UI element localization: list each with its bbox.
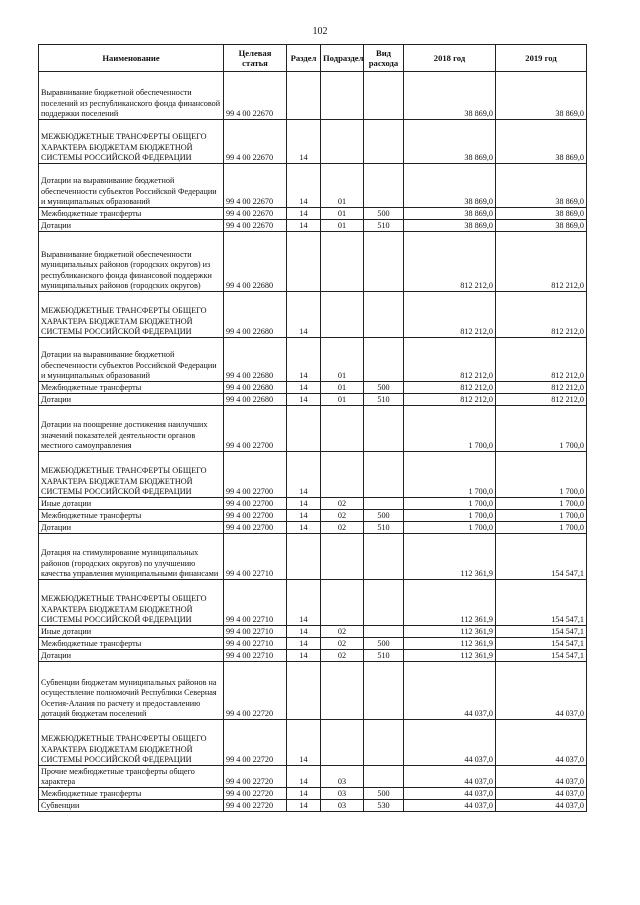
row-code: 99 4 00 22710 [224, 626, 287, 638]
row-value-2018: 1 700,0 [404, 510, 496, 522]
table-row [39, 164, 587, 208]
row-name: Дотации [39, 522, 224, 534]
row-subsection: 03 [321, 766, 364, 788]
row-value-2019: 1 700,0 [496, 406, 587, 452]
row-expense-type [364, 164, 404, 208]
row-expense-type: 500 [364, 382, 404, 394]
row-subsection [321, 292, 364, 338]
row-value-2018: 44 037,0 [404, 788, 496, 800]
row-name: МЕЖБЮДЖЕТНЫЕ ТРАНСФЕРТЫ ОБЩЕГО ХАРАКТЕРА БЮДЖЕТАМ БЮДЖЕТНОЙ СИСТЕМЫ РОССИЙСКОЙ ФЕДЕРАЦИИ [39, 720, 224, 766]
table-row [39, 120, 587, 164]
row-section: 14 [287, 788, 321, 800]
row-value-2019: 1 700,0 [496, 452, 587, 498]
row-subsection [321, 580, 364, 626]
row-code: 99 4 00 22670 [224, 72, 287, 120]
row-section: 14 [287, 626, 321, 638]
row-section: 14 [287, 522, 321, 534]
row-subsection [321, 232, 364, 292]
row-section: 14 [287, 580, 321, 626]
row-subsection: 02 [321, 650, 364, 662]
row-value-2019: 38 869,0 [496, 220, 587, 232]
row-expense-type: 500 [364, 638, 404, 650]
row-value-2019: 154 547,1 [496, 638, 587, 650]
row-value-2018: 44 037,0 [404, 800, 496, 812]
row-section [287, 232, 321, 292]
row-value-2019: 44 037,0 [496, 800, 587, 812]
table-row [39, 800, 587, 812]
row-name: Дотации на выравнивание бюджетной обеспеченности субъектов Российской Федерации и муниципальных образований [39, 338, 224, 382]
row-expense-type [364, 120, 404, 164]
page-number: 102 [312, 26, 328, 37]
row-subsection [321, 534, 364, 580]
row-subsection [321, 406, 364, 452]
row-expense-type: 510 [364, 220, 404, 232]
row-expense-type [364, 720, 404, 766]
row-value-2018: 112 361,9 [404, 650, 496, 662]
row-value-2018: 38 869,0 [404, 164, 496, 208]
row-subsection: 02 [321, 498, 364, 510]
row-section: 14 [287, 650, 321, 662]
row-section: 14 [287, 394, 321, 406]
row-value-2019: 1 700,0 [496, 510, 587, 522]
row-name: Межбюджетные трансферты [39, 382, 224, 394]
row-name: МЕЖБЮДЖЕТНЫЕ ТРАНСФЕРТЫ ОБЩЕГО ХАРАКТЕРА БЮДЖЕТАМ БЮДЖЕТНОЙ СИСТЕМЫ РОССИЙСКОЙ ФЕДЕРАЦИИ [39, 452, 224, 498]
table-row [39, 72, 587, 120]
row-value-2018: 38 869,0 [404, 72, 496, 120]
row-value-2019: 154 547,1 [496, 650, 587, 662]
row-value-2018: 44 037,0 [404, 766, 496, 788]
row-name: Межбюджетные трансферты [39, 638, 224, 650]
row-section [287, 72, 321, 120]
row-value-2018: 812 212,0 [404, 382, 496, 394]
row-value-2019: 812 212,0 [496, 232, 587, 292]
row-expense-type [364, 626, 404, 638]
row-code: 99 4 00 22720 [224, 766, 287, 788]
row-value-2019: 44 037,0 [496, 766, 587, 788]
row-expense-type [364, 498, 404, 510]
row-value-2018: 112 361,9 [404, 580, 496, 626]
row-code: 99 4 00 22720 [224, 788, 287, 800]
row-value-2018: 812 212,0 [404, 394, 496, 406]
row-section: 14 [287, 720, 321, 766]
row-name: МЕЖБЮДЖЕТНЫЕ ТРАНСФЕРТЫ ОБЩЕГО ХАРАКТЕРА БЮДЖЕТАМ БЮДЖЕТНОЙ СИСТЕМЫ РОССИЙСКОЙ ФЕДЕРАЦИИ [39, 580, 224, 626]
row-expense-type [364, 406, 404, 452]
row-value-2018: 1 700,0 [404, 522, 496, 534]
row-code: 99 4 00 22670 [224, 208, 287, 220]
row-section: 14 [287, 338, 321, 382]
row-code: 99 4 00 22710 [224, 638, 287, 650]
row-value-2019: 812 212,0 [496, 338, 587, 382]
row-code: 99 4 00 22680 [224, 394, 287, 406]
row-code: 99 4 00 22700 [224, 452, 287, 498]
row-name: Субвенции [39, 800, 224, 812]
row-section: 14 [287, 498, 321, 510]
row-name: МЕЖБЮДЖЕТНЫЕ ТРАНСФЕРТЫ ОБЩЕГО ХАРАКТЕРА БЮДЖЕТАМ БЮДЖЕТНОЙ СИСТЕМЫ РОССИЙСКОЙ ФЕДЕРАЦИИ [39, 120, 224, 164]
row-value-2019: 812 212,0 [496, 382, 587, 394]
row-name: Дотации [39, 394, 224, 406]
row-subsection [321, 720, 364, 766]
row-subsection: 02 [321, 638, 364, 650]
row-expense-type: 510 [364, 522, 404, 534]
row-expense-type [364, 338, 404, 382]
row-subsection [321, 120, 364, 164]
table-row [39, 638, 587, 650]
row-name: МЕЖБЮДЖЕТНЫЕ ТРАНСФЕРТЫ ОБЩЕГО ХАРАКТЕРА БЮДЖЕТАМ БЮДЖЕТНОЙ СИСТЕМЫ РОССИЙСКОЙ ФЕДЕРАЦИИ [39, 292, 224, 338]
row-section [287, 406, 321, 452]
row-value-2018: 812 212,0 [404, 292, 496, 338]
row-subsection: 01 [321, 208, 364, 220]
table-row [39, 292, 587, 338]
row-section: 14 [287, 766, 321, 788]
row-subsection: 03 [321, 800, 364, 812]
row-value-2018: 112 361,9 [404, 638, 496, 650]
table-row [39, 626, 587, 638]
row-value-2018: 112 361,9 [404, 626, 496, 638]
table-row [39, 208, 587, 220]
header-expense-type: Вид расхода [364, 45, 404, 72]
table-row [39, 232, 587, 292]
row-value-2019: 1 700,0 [496, 498, 587, 510]
row-subsection: 01 [321, 164, 364, 208]
row-value-2019: 38 869,0 [496, 164, 587, 208]
row-name: Иные дотации [39, 626, 224, 638]
table-row [39, 452, 587, 498]
row-name: Прочие межбюджетные трансферты общего характера [39, 766, 224, 788]
row-section: 14 [287, 452, 321, 498]
row-section [287, 662, 321, 720]
table-row [39, 220, 587, 232]
row-code: 99 4 00 22710 [224, 650, 287, 662]
row-section: 14 [287, 800, 321, 812]
row-name: Межбюджетные трансферты [39, 788, 224, 800]
row-value-2019: 44 037,0 [496, 788, 587, 800]
table-row [39, 338, 587, 382]
row-code: 99 4 00 22670 [224, 164, 287, 208]
row-value-2018: 38 869,0 [404, 220, 496, 232]
row-expense-type [364, 534, 404, 580]
row-expense-type [364, 452, 404, 498]
table-row [39, 788, 587, 800]
table-row [39, 394, 587, 406]
row-section: 14 [287, 120, 321, 164]
row-code: 99 4 00 22700 [224, 498, 287, 510]
row-value-2018: 1 700,0 [404, 452, 496, 498]
header-code: Целевая статья [224, 45, 287, 72]
row-value-2018: 44 037,0 [404, 662, 496, 720]
row-subsection [321, 452, 364, 498]
row-code: 99 4 00 22680 [224, 338, 287, 382]
row-value-2018: 38 869,0 [404, 208, 496, 220]
row-section: 14 [287, 292, 321, 338]
row-code: 99 4 00 22700 [224, 522, 287, 534]
row-value-2019: 812 212,0 [496, 394, 587, 406]
row-value-2019: 1 700,0 [496, 522, 587, 534]
table-row [39, 662, 587, 720]
row-code: 99 4 00 22710 [224, 580, 287, 626]
row-code: 99 4 00 22680 [224, 232, 287, 292]
row-section: 14 [287, 208, 321, 220]
row-name: Выравнивание бюджетной обеспеченности поселений из республиканского фонда финансовой поддержки поселений [39, 72, 224, 120]
row-value-2019: 38 869,0 [496, 120, 587, 164]
row-subsection: 01 [321, 220, 364, 232]
row-value-2019: 38 869,0 [496, 72, 587, 120]
row-code: 99 4 00 22680 [224, 382, 287, 394]
row-subsection: 01 [321, 382, 364, 394]
row-name: Дотации на выравнивание бюджетной обеспеченности субъектов Российской Федерации и муниципальных образований [39, 164, 224, 208]
row-value-2019: 812 212,0 [496, 292, 587, 338]
row-section: 14 [287, 164, 321, 208]
row-name: Дотации на поощрение достижения наилучших значений показателей деятельности органов местного самоуправления [39, 406, 224, 452]
row-subsection: 02 [321, 522, 364, 534]
row-name: Выравнивание бюджетной обеспеченности муниципальных районов (городских округов) из республиканского фонда финансовой поддержки муниципальных районов (городских округов) [39, 232, 224, 292]
row-name: Дотации [39, 220, 224, 232]
row-expense-type: 510 [364, 650, 404, 662]
row-value-2019: 154 547,1 [496, 534, 587, 580]
table-header-row [39, 45, 587, 72]
row-value-2018: 812 212,0 [404, 232, 496, 292]
row-code: 99 4 00 22720 [224, 662, 287, 720]
row-code: 99 4 00 22670 [224, 220, 287, 232]
table-row [39, 580, 587, 626]
table-row [39, 534, 587, 580]
row-value-2018: 44 037,0 [404, 720, 496, 766]
table-row [39, 650, 587, 662]
row-section: 14 [287, 638, 321, 650]
row-section: 14 [287, 220, 321, 232]
row-subsection: 01 [321, 338, 364, 382]
row-subsection [321, 662, 364, 720]
row-expense-type: 530 [364, 800, 404, 812]
row-name: Иные дотации [39, 498, 224, 510]
header-subsection: Подраздел [321, 45, 364, 72]
row-value-2018: 1 700,0 [404, 406, 496, 452]
row-expense-type: 500 [364, 208, 404, 220]
table-row [39, 510, 587, 522]
table-row [39, 498, 587, 510]
row-expense-type [364, 662, 404, 720]
row-code: 99 4 00 22720 [224, 720, 287, 766]
row-code: 99 4 00 22670 [224, 120, 287, 164]
row-expense-type [364, 292, 404, 338]
row-value-2018: 38 869,0 [404, 120, 496, 164]
row-subsection: 03 [321, 788, 364, 800]
row-expense-type [364, 580, 404, 626]
table-row [39, 766, 587, 788]
row-value-2019: 154 547,1 [496, 626, 587, 638]
row-subsection: 02 [321, 510, 364, 522]
row-expense-type: 500 [364, 788, 404, 800]
row-name: Дотация на стимулирование муниципальных районов (городских округов) по улучшению качества управления муниципальными финансами [39, 534, 224, 580]
header-name: Наименование [39, 45, 224, 72]
row-subsection [321, 72, 364, 120]
row-value-2018: 1 700,0 [404, 498, 496, 510]
row-value-2018: 812 212,0 [404, 338, 496, 382]
table-row [39, 382, 587, 394]
row-code: 99 4 00 22720 [224, 800, 287, 812]
row-value-2019: 154 547,1 [496, 580, 587, 626]
row-expense-type: 510 [364, 394, 404, 406]
row-subsection: 02 [321, 626, 364, 638]
row-value-2019: 44 037,0 [496, 720, 587, 766]
row-section: 14 [287, 382, 321, 394]
row-subsection: 01 [321, 394, 364, 406]
row-name: Субвенции бюджетам муниципальных районов на осуществление полномочий Республики Северная Осетия-Алания по расчету и предоставлению дотаций бюджетам поселений [39, 662, 224, 720]
row-code: 99 4 00 22700 [224, 510, 287, 522]
row-value-2019: 44 037,0 [496, 662, 587, 720]
header-2018: 2018 год [404, 45, 496, 72]
table-row [39, 720, 587, 766]
row-expense-type [364, 72, 404, 120]
row-expense-type [364, 232, 404, 292]
table-row [39, 406, 587, 452]
row-code: 99 4 00 22680 [224, 292, 287, 338]
row-name: Дотации [39, 650, 224, 662]
row-expense-type [364, 766, 404, 788]
row-value-2018: 112 361,9 [404, 534, 496, 580]
row-section: 14 [287, 510, 321, 522]
header-section: Раздел [287, 45, 321, 72]
budget-table [38, 44, 587, 812]
row-name: Межбюджетные трансферты [39, 510, 224, 522]
row-expense-type: 500 [364, 510, 404, 522]
row-code: 99 4 00 22700 [224, 406, 287, 452]
row-name: Межбюджетные трансферты [39, 208, 224, 220]
header-2019: 2019 год [496, 45, 587, 72]
row-section [287, 534, 321, 580]
table-row [39, 522, 587, 534]
row-value-2019: 38 869,0 [496, 208, 587, 220]
row-code: 99 4 00 22710 [224, 534, 287, 580]
